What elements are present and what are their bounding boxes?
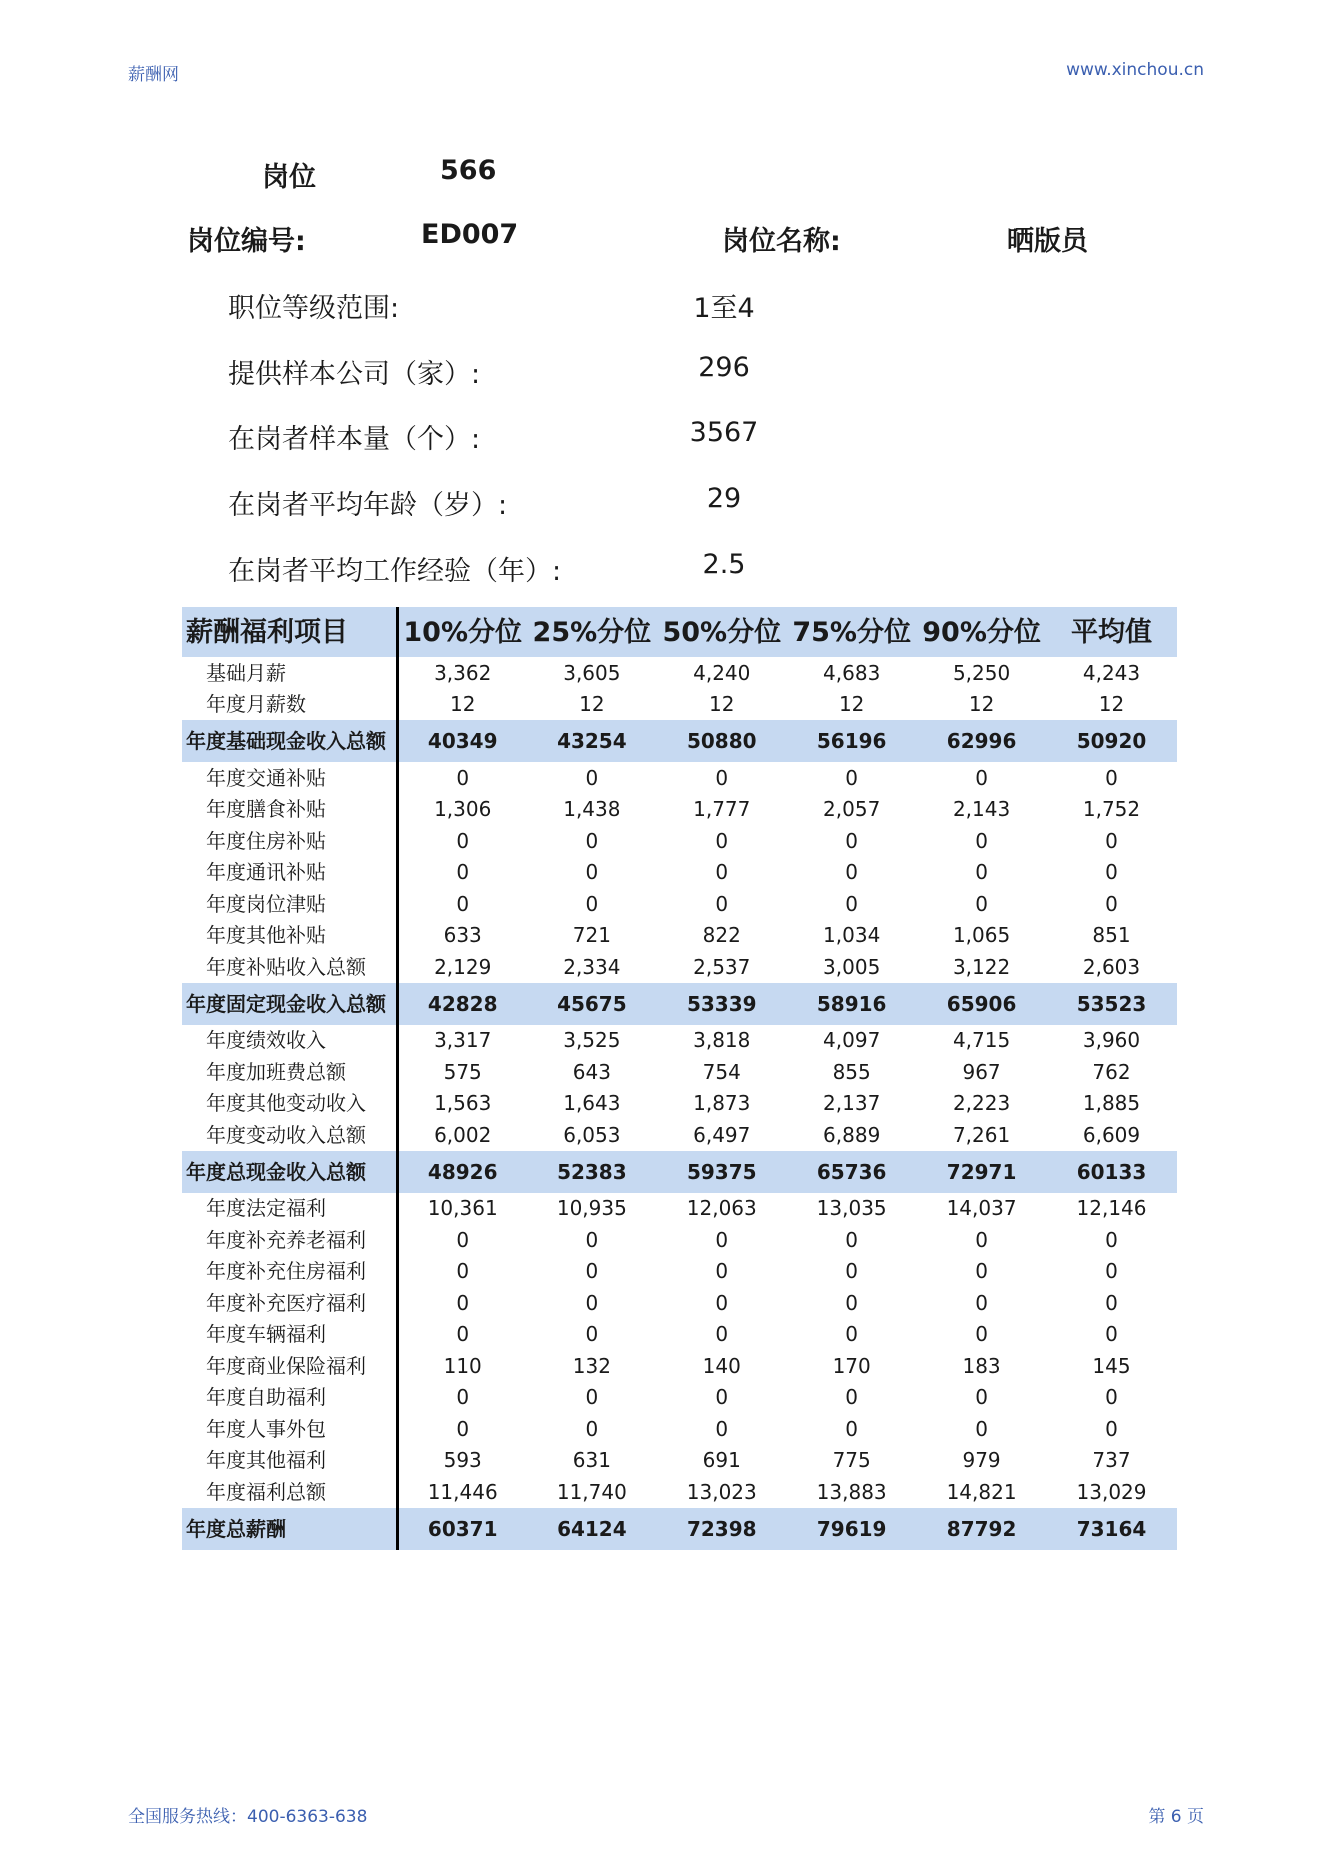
- cell-value: 0: [585, 1322, 599, 1347]
- cell-value: 4,683: [823, 660, 881, 685]
- row-label: 年度岗位津贴: [182, 888, 397, 920]
- cell-value: 50920: [1047, 720, 1177, 762]
- cell-value: 0: [715, 860, 729, 885]
- table-row: [182, 1445, 1177, 1477]
- row-label: 年度基础现金收入总额: [182, 720, 397, 762]
- cell-value: 0: [456, 765, 470, 790]
- cell-value: 12,063: [686, 1196, 757, 1221]
- cell-value: 73164: [1047, 1508, 1177, 1550]
- subtotal-row: [182, 1151, 1177, 1193]
- table-row: [182, 1476, 1177, 1508]
- cell-value: 0: [715, 1259, 729, 1284]
- cell-value: 0: [975, 765, 988, 790]
- cell-value: 0: [715, 1416, 729, 1441]
- cell-value: 60371: [397, 1508, 527, 1550]
- cell-value: 12: [449, 692, 476, 717]
- cell-value: 3,960: [1082, 1028, 1141, 1053]
- cell-value: 0: [1105, 1385, 1118, 1410]
- cell-value: 6,609: [1082, 1122, 1141, 1147]
- cell-value: 762: [1092, 1059, 1131, 1084]
- cell-value: 3,317: [434, 1028, 492, 1053]
- service-hotline: 全国服务热线：400-6363-638: [128, 1807, 368, 1827]
- cell-value: 58916: [787, 983, 917, 1025]
- column-header: 薪酬福利项目: [182, 607, 397, 657]
- table-row: [182, 794, 1177, 826]
- cell-value: 11,740: [556, 1479, 627, 1504]
- table-row: [182, 1256, 1177, 1288]
- cell-value: 11,446: [427, 1479, 498, 1504]
- cell-value: 1,438: [563, 797, 621, 822]
- column-header: 50%分位: [657, 607, 787, 657]
- cell-value: 2,223: [952, 1091, 1011, 1116]
- cell-value: 4,097: [823, 1028, 881, 1053]
- cell-value: 0: [845, 1385, 859, 1410]
- cell-value: 0: [715, 765, 729, 790]
- cell-value: 2,603: [1082, 954, 1141, 979]
- cell-value: 13,035: [816, 1196, 887, 1221]
- cell-value: 0: [975, 1322, 988, 1347]
- table-row: [182, 1088, 1177, 1120]
- row-label: 年度自助福利: [182, 1382, 397, 1414]
- cell-value: 43254: [527, 720, 657, 762]
- position-name-label: 岗位名称:: [722, 226, 841, 257]
- cell-value: 3,362: [434, 660, 492, 685]
- row-label: 年度交通补贴: [182, 762, 397, 794]
- cell-value: 0: [585, 1290, 599, 1315]
- cell-value: 7,261: [952, 1122, 1011, 1147]
- cell-value: 42828: [397, 983, 527, 1025]
- cell-value: 12: [1098, 692, 1125, 717]
- table-row: [182, 1056, 1177, 1088]
- cell-value: 2,537: [693, 954, 751, 979]
- cell-value: 2,057: [823, 797, 881, 822]
- info-value: 2.5: [702, 549, 746, 580]
- cell-value: 50880: [657, 720, 787, 762]
- cell-value: 0: [715, 1385, 729, 1410]
- cell-value: 0: [456, 891, 470, 916]
- page-number: 第 6 页: [1148, 1807, 1204, 1827]
- cell-value: 0: [1105, 828, 1118, 853]
- cell-value: 0: [456, 1290, 470, 1315]
- cell-value: 59375: [657, 1151, 787, 1193]
- cell-value: 0: [975, 1259, 988, 1284]
- cell-value: 0: [845, 765, 859, 790]
- column-header: 25%分位: [527, 607, 657, 657]
- table-row: [182, 1413, 1177, 1445]
- cell-value: 6,497: [693, 1122, 751, 1147]
- cell-value: 0: [845, 828, 859, 853]
- cell-value: 3,818: [693, 1028, 751, 1053]
- cell-value: 6,889: [823, 1122, 881, 1147]
- row-label: 年度固定现金收入总额: [182, 983, 397, 1025]
- cell-value: 79619: [787, 1508, 917, 1550]
- row-label: 年度加班费总额: [182, 1056, 397, 1088]
- table-row: [182, 689, 1177, 721]
- cell-value: 2,143: [952, 797, 1011, 822]
- cell-value: 0: [585, 1385, 599, 1410]
- table-row: [182, 857, 1177, 889]
- row-label: 年度通讯补贴: [182, 857, 397, 889]
- cell-value: 65906: [917, 983, 1047, 1025]
- cell-value: 0: [845, 1259, 859, 1284]
- cell-value: 851: [1092, 923, 1131, 948]
- cell-value: 1,752: [1082, 797, 1141, 822]
- cell-value: 691: [702, 1448, 741, 1473]
- cell-value: 6,002: [434, 1122, 492, 1147]
- cell-value: 4,240: [693, 660, 751, 685]
- row-label: 年度住房补贴: [182, 825, 397, 857]
- cell-value: 183: [962, 1353, 1001, 1378]
- cell-value: 855: [832, 1059, 871, 1084]
- cell-value: 1,306: [434, 797, 492, 822]
- table-header-row: [182, 607, 1177, 657]
- cell-value: 0: [456, 1322, 470, 1347]
- table-row: [182, 1224, 1177, 1256]
- cell-value: 1,777: [693, 797, 751, 822]
- cell-value: 13,029: [1076, 1479, 1147, 1504]
- cell-value: 3,605: [563, 660, 621, 685]
- cell-value: 0: [975, 1290, 988, 1315]
- column-header: 10%分位: [397, 607, 527, 657]
- cell-value: 52383: [527, 1151, 657, 1193]
- column-header: 75%分位: [787, 607, 917, 657]
- cell-value: 754: [702, 1059, 741, 1084]
- row-label: 年度法定福利: [182, 1193, 397, 1225]
- cell-value: 12: [709, 692, 735, 717]
- cell-value: 0: [456, 1227, 470, 1252]
- cell-value: 0: [456, 1416, 470, 1441]
- info-label: 在岗者平均年龄（岁）:: [228, 490, 508, 521]
- position-code-label: 岗位编号:: [187, 226, 306, 257]
- cell-value: 979: [962, 1448, 1001, 1473]
- row-label: 年度其他变动收入: [182, 1088, 397, 1120]
- cell-value: 2,129: [434, 954, 492, 979]
- cell-value: 593: [443, 1448, 482, 1473]
- site-url[interactable]: www.xinchou.cn: [1066, 60, 1204, 80]
- subtotal-row: [182, 1508, 1177, 1550]
- cell-value: 0: [585, 828, 599, 853]
- cell-value: 53523: [1047, 983, 1177, 1025]
- cell-value: 4,243: [1082, 660, 1141, 685]
- salary-table: [182, 607, 1178, 1550]
- cell-value: 0: [845, 891, 859, 916]
- cell-value: 721: [572, 923, 611, 948]
- cell-value: 2,334: [563, 954, 621, 979]
- cell-value: 737: [1092, 1448, 1131, 1473]
- subtotal-row: [182, 720, 1177, 762]
- cell-value: 53339: [657, 983, 787, 1025]
- cell-value: 0: [1105, 1259, 1118, 1284]
- cell-value: 140: [702, 1353, 741, 1378]
- cell-value: 1,065: [952, 923, 1011, 948]
- table-row: [182, 1025, 1177, 1057]
- row-label: 年度月薪数: [182, 689, 397, 721]
- table-row: [182, 1350, 1177, 1382]
- cell-value: 5,250: [952, 660, 1011, 685]
- cell-value: 60133: [1047, 1151, 1177, 1193]
- row-label: 年度其他福利: [182, 1445, 397, 1477]
- cell-value: 0: [585, 891, 599, 916]
- info-label: 职位等级范围:: [228, 293, 400, 324]
- column-header: 平均值: [1047, 607, 1177, 657]
- cell-value: 0: [715, 891, 729, 916]
- cell-value: 0: [845, 1227, 859, 1252]
- cell-value: 575: [443, 1059, 482, 1084]
- info-value: 29: [706, 483, 742, 514]
- cell-value: 0: [845, 1290, 859, 1315]
- info-value: 1至4: [693, 293, 755, 324]
- cell-value: 643: [572, 1059, 611, 1084]
- column-header: 90%分位: [917, 607, 1047, 657]
- cell-value: 0: [456, 860, 470, 885]
- cell-value: 0: [715, 828, 729, 853]
- cell-value: 10,361: [427, 1196, 498, 1221]
- cell-value: 1,563: [434, 1091, 492, 1116]
- cell-value: 0: [975, 891, 988, 916]
- cell-value: 967: [962, 1059, 1001, 1084]
- table-row: [182, 920, 1177, 952]
- row-label: 年度总薪酬: [182, 1508, 397, 1550]
- info-value: 296: [698, 352, 750, 383]
- row-label: 年度商业保险福利: [182, 1350, 397, 1382]
- cell-value: 14,821: [946, 1479, 1017, 1504]
- table-row: [182, 1382, 1177, 1414]
- row-label: 年度车辆福利: [182, 1319, 397, 1351]
- cell-value: 0: [845, 1322, 859, 1347]
- cell-value: 4,715: [952, 1028, 1011, 1053]
- row-label: 年度绩效收入: [182, 1025, 397, 1057]
- cell-value: 13,023: [686, 1479, 757, 1504]
- table-row: [182, 1319, 1177, 1351]
- cell-value: 0: [456, 828, 470, 853]
- cell-value: 0: [585, 765, 599, 790]
- cell-value: 6,053: [563, 1122, 621, 1147]
- row-label: 年度变动收入总额: [182, 1119, 397, 1151]
- table-row: [182, 825, 1177, 857]
- row-label: 年度补充住房福利: [182, 1256, 397, 1288]
- cell-value: 56196: [787, 720, 917, 762]
- cell-value: 0: [845, 1416, 859, 1441]
- table-row: [182, 1193, 1177, 1225]
- cell-value: 3,525: [563, 1028, 621, 1053]
- cell-value: 0: [975, 1227, 988, 1252]
- cell-value: 132: [572, 1353, 611, 1378]
- cell-value: 0: [975, 860, 988, 885]
- cell-value: 0: [585, 1227, 599, 1252]
- cell-value: 3,122: [952, 954, 1011, 979]
- cell-value: 170: [832, 1353, 871, 1378]
- cell-value: 0: [585, 1416, 599, 1441]
- cell-value: 775: [832, 1448, 871, 1473]
- cell-value: 0: [1105, 1416, 1118, 1441]
- cell-value: 110: [443, 1353, 482, 1378]
- cell-value: 2,137: [823, 1091, 881, 1116]
- table-row: [182, 1287, 1177, 1319]
- table-row: [182, 888, 1177, 920]
- cell-value: 0: [585, 1259, 599, 1284]
- cell-value: 3,005: [823, 954, 881, 979]
- cell-value: 0: [1105, 765, 1118, 790]
- table-row: [182, 951, 1177, 983]
- cell-value: 40349: [397, 720, 527, 762]
- cell-value: 0: [1105, 1227, 1118, 1252]
- row-label: 基础月薪: [182, 657, 397, 689]
- cell-value: 633: [443, 923, 482, 948]
- cell-value: 1,873: [693, 1091, 751, 1116]
- position-code-value: ED007: [421, 219, 519, 250]
- cell-value: 14,037: [946, 1196, 1017, 1221]
- cell-value: 72971: [917, 1151, 1047, 1193]
- subtotal-row: [182, 983, 1177, 1025]
- cell-value: 1,034: [823, 923, 881, 948]
- table-row: [182, 762, 1177, 794]
- row-label: 年度总现金收入总额: [182, 1151, 397, 1193]
- row-label: 年度福利总额: [182, 1476, 397, 1508]
- cell-value: 72398: [657, 1508, 787, 1550]
- cell-value: 0: [1105, 1290, 1118, 1315]
- cell-value: 0: [1105, 860, 1118, 885]
- cell-value: 10,935: [556, 1196, 627, 1221]
- table-row: [182, 657, 1177, 689]
- info-label: 提供样本公司（家）:: [228, 359, 481, 390]
- info-label: 在岗者平均工作经验（年）:: [228, 556, 562, 587]
- cell-value: 1,885: [1082, 1091, 1141, 1116]
- info-value: 3567: [689, 417, 759, 448]
- cell-value: 0: [715, 1290, 729, 1315]
- cell-value: 0: [975, 1385, 988, 1410]
- row-label: 年度其他补贴: [182, 920, 397, 952]
- row-label: 年度补充养老福利: [182, 1224, 397, 1256]
- cell-value: 0: [845, 860, 859, 885]
- cell-value: 0: [1105, 891, 1118, 916]
- position-label: 岗位: [262, 162, 316, 193]
- cell-value: 0: [975, 828, 988, 853]
- cell-value: 12: [838, 692, 865, 717]
- row-label: 年度人事外包: [182, 1413, 397, 1445]
- site-name: 薪酬网: [128, 65, 179, 85]
- cell-value: 12: [579, 692, 605, 717]
- cell-value: 12,146: [1076, 1196, 1147, 1221]
- cell-value: 87792: [917, 1508, 1047, 1550]
- row-label: 年度补充医疗福利: [182, 1287, 397, 1319]
- position-value: 566: [440, 155, 497, 186]
- info-label: 在岗者样本量（个）:: [228, 424, 481, 455]
- cell-value: 45675: [527, 983, 657, 1025]
- row-label: 年度膳食补贴: [182, 794, 397, 826]
- cell-value: 62996: [917, 720, 1047, 762]
- cell-value: 631: [572, 1448, 611, 1473]
- cell-value: 0: [1105, 1322, 1118, 1347]
- cell-value: 0: [456, 1259, 470, 1284]
- cell-value: 0: [715, 1227, 729, 1252]
- cell-value: 13,883: [816, 1479, 887, 1504]
- cell-value: 0: [715, 1322, 729, 1347]
- position-name-value: 晒版员: [1007, 226, 1088, 257]
- cell-value: 145: [1092, 1353, 1131, 1378]
- row-label: 年度补贴收入总额: [182, 951, 397, 983]
- cell-value: 0: [456, 1385, 470, 1410]
- cell-value: 64124: [527, 1508, 657, 1550]
- cell-value: 822: [702, 923, 741, 948]
- cell-value: 0: [975, 1416, 988, 1441]
- cell-value: 1,643: [563, 1091, 621, 1116]
- table-row: [182, 1119, 1177, 1151]
- cell-value: 0: [585, 860, 599, 885]
- cell-value: 65736: [787, 1151, 917, 1193]
- cell-value: 12: [968, 692, 995, 717]
- cell-value: 48926: [397, 1151, 527, 1193]
